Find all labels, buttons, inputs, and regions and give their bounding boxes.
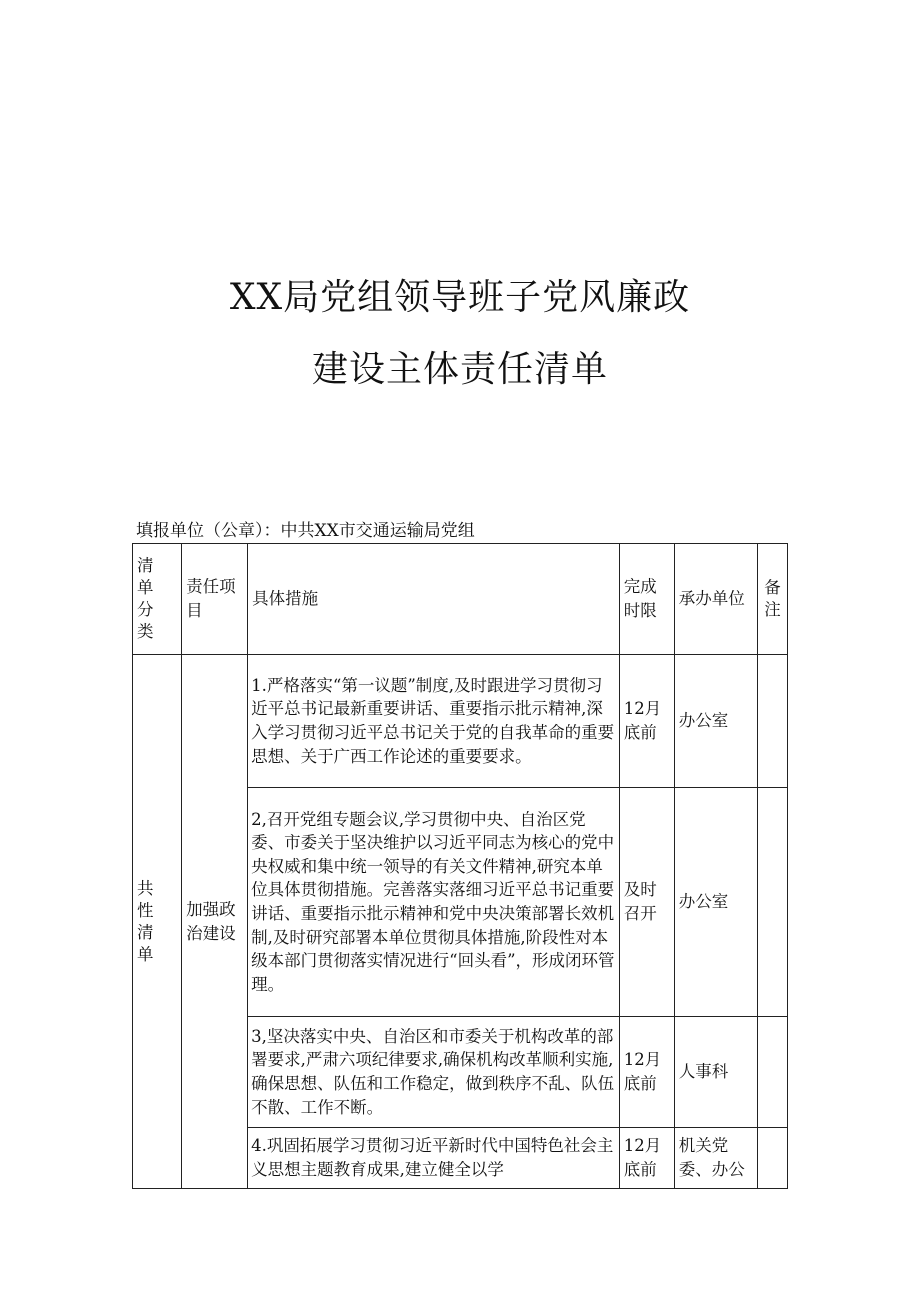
measure-cell: 2,召开党组专题会议,学习贯彻中央、自治区党委、市委关于坚决维护以习近平同志为核心的党中央权威和集中统一领导的有关文件精神,研究本单位具体贯彻措施。完善落实落细习近平总书记重要讲话、重要指示批示精神和党中央决策部署长效机制,及时研究部署本单位贯彻具体措施,阶段性对本级本部门贯彻落实情况进行“回头看”，形成闭环管理。 bbox=[248, 788, 620, 1017]
unit-cell: 人事科 bbox=[674, 1017, 757, 1128]
table-header-row bbox=[133, 544, 788, 655]
header-category: 清单分类 bbox=[133, 544, 182, 655]
filling-unit-label: 填报单位（公章）：中共XX市交通运输局党组 bbox=[136, 521, 475, 541]
note-cell bbox=[757, 1128, 787, 1189]
deadline-cell: 12月底前 bbox=[619, 1017, 674, 1128]
measure-cell: 3,坚决落实中央、自治区和市委关于机构改革的部署要求,严肃六项纪律要求,确保机构改革顺利实施,确保思想、队伍和工作稳定，做到秩序不乱、队伍不散、工作不断。 bbox=[248, 1017, 620, 1128]
unit-cell: 机关党委、办公 bbox=[674, 1128, 757, 1189]
measure-cell: 4.巩固拓展学习贯彻习近平新时代中国特色社会主义思想主题教育成果,建立健全以学 bbox=[248, 1128, 620, 1189]
header-note: 备注 bbox=[757, 544, 787, 655]
document-title-line2: 建设主体责任清单 bbox=[311, 349, 608, 390]
deadline-cell: 及时召开 bbox=[619, 788, 674, 1017]
deadline-cell: 12月底前 bbox=[619, 1128, 674, 1189]
deadline-cell: 12月底前 bbox=[619, 655, 674, 788]
note-cell bbox=[757, 1017, 787, 1128]
unit-cell: 办公室 bbox=[674, 788, 757, 1017]
responsibility-table bbox=[132, 543, 788, 1189]
category-cell: 共性清单 bbox=[133, 655, 182, 1189]
header-deadline: 完成时限 bbox=[619, 544, 674, 655]
unit-cell: 办公室 bbox=[674, 655, 757, 788]
measure-cell: 1.严格落实“第一议题”制度,及时跟进学习贯彻习近平总书记最新重要讲话、重要指示批示精神,深入学习贯彻习近平总书记关于党的自我革命的重要思想、关于广西工作论述的重要要求。 bbox=[248, 655, 620, 788]
note-cell bbox=[757, 788, 787, 1017]
table-row bbox=[133, 655, 788, 788]
document-title-line1: XX局党组领导班子党风廉政 bbox=[229, 277, 691, 318]
header-project: 责任项目 bbox=[182, 544, 248, 655]
header-unit: 承办单位 bbox=[674, 544, 757, 655]
header-measures: 具体措施 bbox=[248, 544, 620, 655]
note-cell bbox=[757, 655, 787, 788]
project-cell: 加强政治建设 bbox=[182, 655, 248, 1189]
